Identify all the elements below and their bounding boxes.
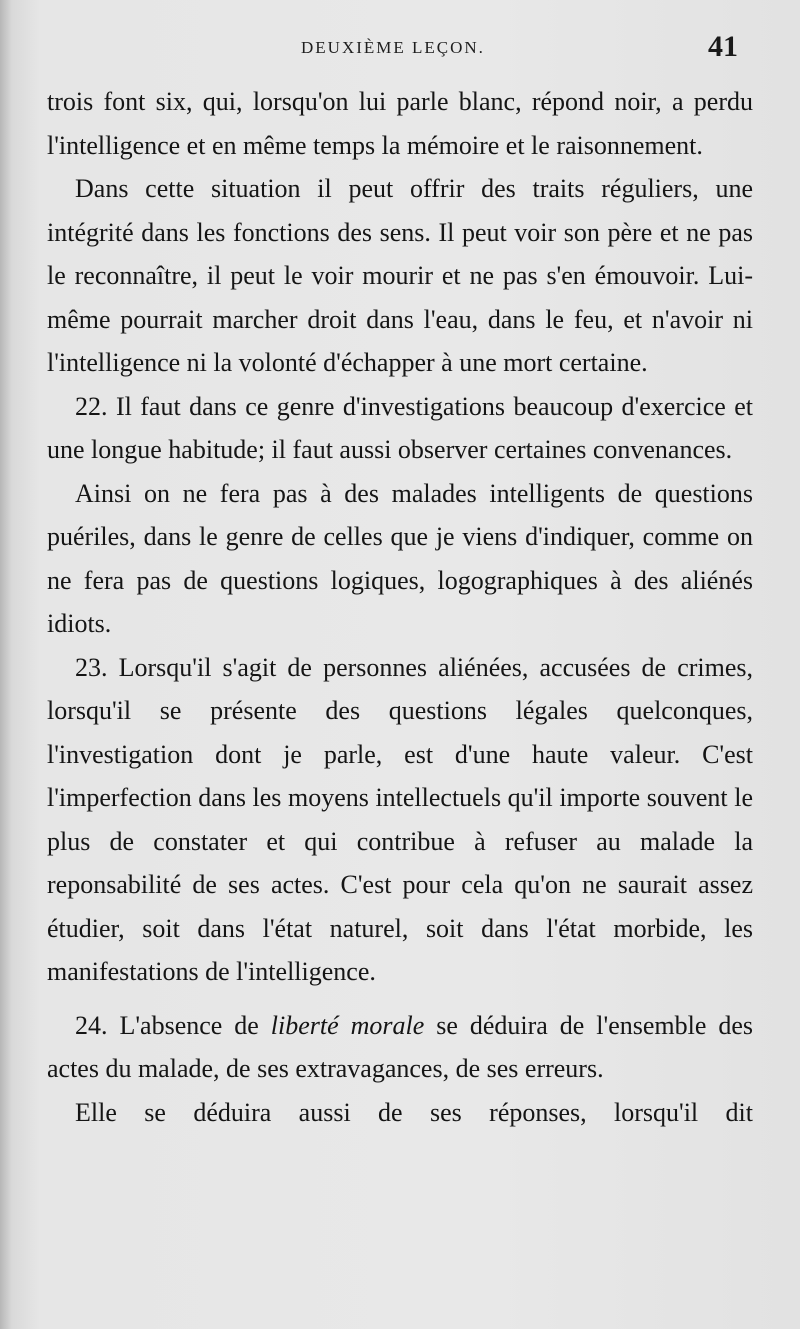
paragraph-text: Il faut dans ce genre d'investigations beaucoup d'exercice et une longue habitude; il faut aussi observer certaines convenances. bbox=[47, 391, 753, 464]
running-title: DEUXIÈME LEÇON. bbox=[301, 38, 485, 57]
paragraph-number: 24. bbox=[75, 1010, 108, 1040]
paragraph-text: trois font six, qui, lorsqu'on lui parle blanc, répond noir, a perdu l'intelligence et en même temps la mémoire et le raisonnement. bbox=[47, 87, 753, 160]
page-header bbox=[0, 30, 800, 70]
paragraph-text: Elle se déduira aussi de ses réponses, lorsqu'il dit bbox=[75, 1097, 753, 1127]
paragraph-text-after: se déduira de l'ensemble des actes du malade, de ses extravagances, de ses erreurs. bbox=[47, 1010, 754, 1083]
paragraph-text: Ainsi on ne fera pas à des malades intelligents de questions puériles, dans le genre de celles que je viens d'indiquer, comme on ne fera pas de questions logiques, logographiques à des aliénés idiots. bbox=[47, 478, 753, 638]
paragraph-text-before: L'absence de bbox=[119, 1010, 271, 1040]
numbered-paragraph bbox=[47, 646, 753, 994]
paragraph bbox=[47, 1091, 753, 1135]
paragraph-number: 22. bbox=[75, 391, 108, 421]
paragraph-number: 23. bbox=[75, 652, 108, 682]
paragraph bbox=[47, 472, 753, 646]
paragraph-text: Dans cette situation il peut offrir des traits réguliers, une intégrité dans les fonctions des sens. Il peut voir son père et ne pas le reconnaître, il peut le voir mourir et ne pas s'en émouvoir. Lui-même pourrait marcher droit dans l'eau, dans le feu, et n'avoir ni l'intelligence ni la volonté d'échapper à une mort certaine. bbox=[47, 174, 753, 377]
body-text bbox=[47, 80, 753, 1134]
paragraph bbox=[47, 80, 753, 167]
numbered-paragraph bbox=[47, 1004, 753, 1091]
paragraph bbox=[47, 167, 753, 385]
emphasized-term: liberté morale bbox=[270, 1010, 425, 1040]
paragraph-text: Lorsqu'il s'agit de personnes aliénées, accusées de crimes, lorsqu'il se présente des questions légales quelconques, l'investigation dont je parle, est d'une haute valeur. C'est l'imperfection dans les moyens intellectuels qu'il importe souvent le plus de constater et qui contribue à refuser au malade la reponsabilité de ses actes. C'est pour cela qu'on ne saurait assez étudier, soit dans l'état naturel, soit dans l'état morbide, les manifestations de l'intelligence. bbox=[47, 652, 754, 986]
page-number: 41 bbox=[708, 30, 738, 63]
numbered-paragraph bbox=[47, 385, 753, 472]
